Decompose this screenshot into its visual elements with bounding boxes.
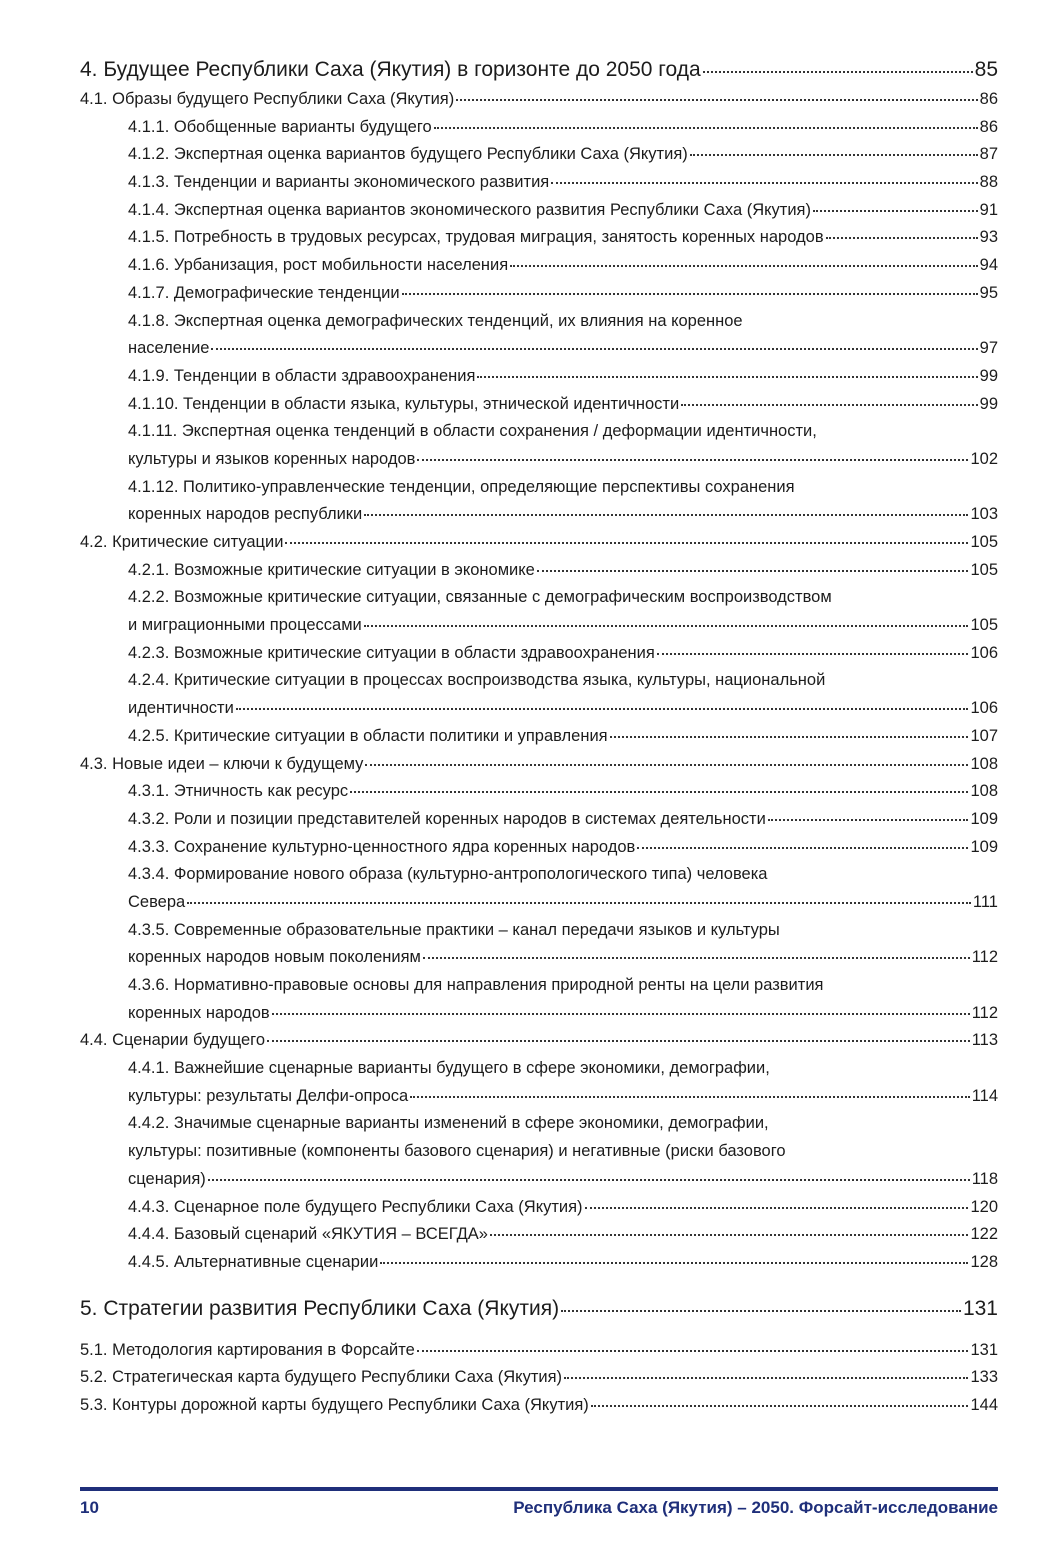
dot-leader: [510, 265, 977, 267]
toc-page-number: 109: [970, 809, 998, 828]
toc-entry-title-continued: коренных народов: [128, 1003, 270, 1022]
toc-subsection-4-1-5: [80, 224, 998, 252]
toc-entry-title: 4.1.7. Демографические тенденции: [128, 283, 400, 302]
toc-section-4-3: [80, 751, 998, 779]
toc-entry-title: 4.1.6. Урбанизация, рост мобильности населения: [128, 256, 509, 275]
footer-page-number: 10: [80, 1498, 99, 1517]
dot-leader: [272, 1013, 970, 1015]
toc-page-number: 99: [979, 394, 998, 413]
toc-page-number: 91: [979, 200, 998, 219]
toc-entry-title: 4.1.10. Тенденции в области языка, культуры, этнической идентичности: [128, 394, 680, 413]
dot-leader: [410, 1096, 969, 1098]
toc-page-number: 128: [970, 1252, 998, 1271]
toc-entry-title: 4.3.5. Современные образовательные практики – канал передачи языков и культуры: [128, 920, 780, 939]
toc-page-number: 106: [970, 643, 998, 662]
toc-entry-title-continued: население: [128, 339, 210, 358]
toc-entry-last-line: [128, 1000, 998, 1028]
toc-entry-last-line: [128, 612, 998, 640]
dot-leader: [564, 1377, 968, 1379]
table-of-contents: [80, 54, 998, 1420]
toc-page-number: 87: [979, 145, 998, 164]
toc-subsection-4-2-3: [80, 640, 998, 668]
toc-entry-last-line: [128, 695, 998, 723]
toc-entry-last-line: [128, 944, 998, 972]
dot-leader: [657, 653, 969, 655]
toc-page-number: 108: [970, 782, 998, 801]
toc-subsection-4-1-7: [80, 280, 998, 308]
toc-entry-title: 4.2.5. Критические ситуации в области политики и управления: [128, 726, 608, 745]
spacer: [80, 1277, 998, 1293]
dot-leader: [267, 1040, 970, 1042]
toc-entry-title: 4.1.2. Экспертная оценка вариантов будущего Республики Саха (Якутия): [128, 145, 688, 164]
dot-leader: [208, 1179, 970, 1181]
toc-page-number: 95: [979, 283, 998, 302]
toc-subsection-4-3-2: [80, 806, 998, 834]
toc-entry-title: 4.2.2. Возможные критические ситуации, связанные с демографическим воспроизводством: [128, 588, 832, 607]
dot-leader: [187, 902, 971, 904]
toc-page-number: 107: [970, 726, 998, 745]
toc-subsection-4-4-4: [80, 1221, 998, 1249]
toc-entry-title: 4. Будущее Республики Саха (Якутия) в горизонте до 2050 года: [80, 58, 701, 81]
dot-leader: [813, 210, 978, 212]
toc-section-5-1: [80, 1337, 998, 1365]
toc-chapter-4: [80, 54, 998, 86]
toc-entry-title: 4.3.4. Формирование нового образа (культурно-антропологического типа) человека: [128, 865, 768, 884]
toc-entry-title: 4.1.3. Тенденции и варианты экономического развития: [128, 173, 550, 192]
toc-subsection-4-1-6: [80, 252, 998, 280]
toc-page-number: 108: [970, 754, 998, 773]
toc-entry-title-continued: культуры: результаты Делфи-опроса: [128, 1086, 409, 1105]
toc-entry-title: 4.2. Критические ситуации: [80, 533, 284, 551]
dot-leader: [364, 625, 969, 627]
toc-entry-last-line: [128, 1083, 998, 1111]
toc-entry-title: 4.1.11. Экспертная оценка тенденций в области сохранения / деформации идентичности,: [128, 422, 817, 441]
toc-page-number: 103: [970, 505, 998, 524]
dot-leader: [380, 1262, 968, 1264]
toc-entry-title: 4.4.2. Значимые сценарные варианты изменений в сфере экономики, демографии,: [128, 1114, 769, 1133]
toc-page-number: 105: [970, 616, 998, 635]
toc-entry-title: 4.1. Образы будущего Республики Саха (Якутия): [80, 90, 455, 108]
toc-entry-title-continued: Севера: [128, 892, 186, 911]
toc-section-5-3: [80, 1392, 998, 1420]
toc-page-number: 88: [979, 173, 998, 192]
toc-page-number: 93: [979, 228, 998, 247]
toc-entry-title: 4.4.4. Базовый сценарий «ЯКУТИЯ – ВСЕГДА»: [128, 1225, 488, 1244]
toc-subsection-4-2-5: [80, 723, 998, 751]
toc-page-number: 131: [962, 1296, 998, 1320]
toc-subsection-4-3-6: [80, 972, 998, 1027]
toc-entry-title: 4.1.5. Потребность в трудовых ресурсах, трудовая миграция, занятость коренных народов: [128, 228, 824, 247]
dot-leader: [364, 514, 968, 516]
toc-page-number: 112: [971, 1003, 998, 1022]
toc-entry-title: 5.2. Стратегическая карта будущего Республики Саха (Якутия): [80, 1368, 563, 1387]
toc-entry-title-continued: сценария): [128, 1169, 206, 1188]
toc-entry-title: 4.1.8. Экспертная оценка демографических тенденций, их влияния на коренное: [128, 311, 743, 330]
toc-page-number: 86: [979, 90, 998, 108]
toc-entry-last-line: [128, 446, 998, 474]
toc-section-4-2: [80, 529, 998, 557]
dot-leader: [681, 404, 977, 406]
toc-subsection-4-4-5: [80, 1249, 998, 1277]
toc-subsection-4-2-4: [80, 667, 998, 722]
toc-subsection-4-2-2: [80, 584, 998, 639]
toc-entry-title: 4.3.6. Нормативно-правовые основы для направления природной ренты на цели развития: [128, 976, 824, 994]
toc-subsection-4-3-3: [80, 834, 998, 862]
toc-entry-title-continued: идентичности: [128, 699, 234, 718]
toc-page-number: 144: [970, 1395, 998, 1414]
dot-leader: [236, 708, 969, 710]
toc-page-number: 111: [972, 892, 998, 911]
dot-leader: [477, 376, 977, 378]
toc-subsection-4-1-4: [80, 197, 998, 225]
toc-entry-title-continued: коренных народов республики: [128, 505, 363, 524]
dot-leader: [561, 1310, 961, 1312]
toc-entry-title: 4.1.4. Экспертная оценка вариантов экономического развития Республики Саха (Якутия): [128, 200, 811, 219]
dot-leader: [585, 1207, 969, 1209]
toc-subsection-4-3-1: [80, 778, 998, 806]
toc-entry-title: 4.2.1. Возможные критические ситуации в экономике: [128, 560, 535, 579]
toc-chapter-5: [80, 1293, 998, 1325]
toc-entry-title: 5.3. Контуры дорожной карты будущего Республики Саха (Якутия): [80, 1395, 589, 1414]
dot-leader: [703, 71, 973, 73]
spacer: [80, 1325, 998, 1337]
toc-entry-last-line: [128, 501, 998, 529]
toc-entry-title: 4.3.2. Роли и позиции представителей коренных народов в системах деятельности: [128, 809, 766, 828]
toc-page-number: 102: [970, 449, 998, 468]
dot-leader: [417, 459, 968, 461]
dot-leader: [402, 293, 978, 295]
toc-page-number: 131: [970, 1340, 998, 1359]
toc-entry-title-continued: культуры и языков коренных народов: [128, 449, 416, 468]
toc-subsection-4-3-4: [80, 861, 998, 916]
toc-entry-title: 4.4.1. Важнейшие сценарные варианты будущего в сфере экономики, демографии,: [128, 1059, 770, 1078]
toc-page-number: 120: [970, 1197, 998, 1216]
dot-leader: [551, 182, 977, 184]
dot-leader: [610, 736, 969, 738]
dot-leader: [537, 570, 969, 572]
toc-page-number: 105: [970, 560, 998, 579]
toc-page-number: 133: [970, 1368, 998, 1387]
toc-entry-last-line: [128, 889, 998, 917]
toc-subsection-4-1-1: [80, 114, 998, 142]
dot-leader: [417, 1350, 969, 1352]
toc-entry-title: 4.1.9. Тенденции в области здравоохранения: [128, 366, 476, 385]
toc-page-number: 113: [971, 1031, 998, 1050]
toc-page-number: 94: [979, 256, 998, 275]
toc-subsection-4-1-3: [80, 169, 998, 197]
footer-running-title: Республика Саха (Якутия) – 2050. Форсайт-исследование: [513, 1498, 998, 1517]
toc-page-number: 105: [970, 533, 998, 551]
toc-page-number: 112: [971, 948, 998, 967]
dot-leader: [285, 542, 968, 544]
toc-entry-title: 4.1.1. Обобщенные варианты будущего: [128, 117, 432, 136]
toc-subsection-4-1-8: [80, 308, 998, 363]
toc-entry-last-line: [128, 1166, 998, 1194]
dot-leader: [490, 1234, 968, 1236]
toc-entry-title: 5. Стратегии развития Республики Саха (Якутия): [80, 1296, 560, 1320]
dot-leader: [826, 237, 978, 239]
toc-subsection-4-4-1: [80, 1055, 998, 1110]
toc-entry-title: 4.2.3. Возможные критические ситуации в области здравоохранения: [128, 643, 655, 662]
toc-section-4-1: [80, 86, 998, 114]
toc-page-number: 114: [971, 1086, 998, 1105]
dot-leader: [434, 127, 978, 129]
toc-page-number: 118: [971, 1169, 998, 1188]
footer-rule: [80, 1487, 998, 1491]
toc-entry-title: 4.4.5. Альтернативные сценарии: [128, 1252, 379, 1271]
toc-entry-title: 4.4. Сценарии будущего: [80, 1031, 266, 1050]
dot-leader: [350, 791, 968, 793]
toc-entry-last-line: [128, 335, 998, 363]
dot-leader: [690, 154, 978, 156]
dot-leader: [211, 348, 977, 350]
toc-page-number: 109: [970, 837, 998, 856]
toc-entry-title: 4.3.1. Этничность как ресурс: [128, 782, 349, 801]
toc-entry-title: 4.3.3. Сохранение культурно-ценностного ядра коренных народов: [128, 837, 636, 856]
toc-entry-title-continued: культуры: позитивные (компоненты базового сценария) и негативные (риски базового: [128, 1142, 786, 1161]
toc-entry-title: 4.1.12. Политико-управленческие тенденции, определяющие перспективы сохранения: [128, 477, 795, 496]
toc-subsection-4-3-5: [80, 917, 998, 972]
toc-entry-title: 4.2.4. Критические ситуации в процессах воспроизводства языка, культуры, национальной: [128, 671, 826, 690]
toc-subsection-4-1-12: [80, 474, 998, 529]
dot-leader: [365, 764, 968, 766]
toc-page-number: 122: [970, 1225, 998, 1244]
toc-page-number: 86: [979, 117, 998, 136]
toc-subsection-4-1-10: [80, 391, 998, 419]
toc-entry-title-continued: коренных народов новым поколениям: [128, 948, 421, 967]
toc-subsection-4-4-3: [80, 1194, 998, 1222]
toc-page-number: 99: [979, 366, 998, 385]
toc-page-number: 85: [974, 58, 998, 81]
toc-subsection-4-4-2: [80, 1110, 998, 1193]
toc-entry-title: 4.3. Новые идеи – ключи к будущему: [80, 754, 364, 773]
dot-leader: [423, 957, 970, 959]
toc-entry-title: 5.1. Методология картирования в Форсайте: [80, 1340, 415, 1359]
toc-page-number: 97: [979, 339, 998, 358]
toc-subsection-4-2-1: [80, 557, 998, 585]
toc-subsection-4-1-2: [80, 141, 998, 169]
dot-leader: [591, 1405, 969, 1407]
toc-section-5-2: [80, 1364, 998, 1392]
dot-leader: [768, 819, 969, 821]
toc-entry-title-continued: и миграционными процессами: [128, 616, 362, 635]
toc-section-4-4: [80, 1027, 998, 1055]
toc-subsection-4-1-9: [80, 363, 998, 391]
toc-page-number: 106: [970, 699, 998, 718]
dot-leader: [637, 847, 968, 849]
dot-leader: [456, 99, 977, 101]
toc-subsection-4-1-11: [80, 418, 998, 473]
toc-entry-title: 4.4.3. Сценарное поле будущего Республики Саха (Якутия): [128, 1197, 583, 1216]
